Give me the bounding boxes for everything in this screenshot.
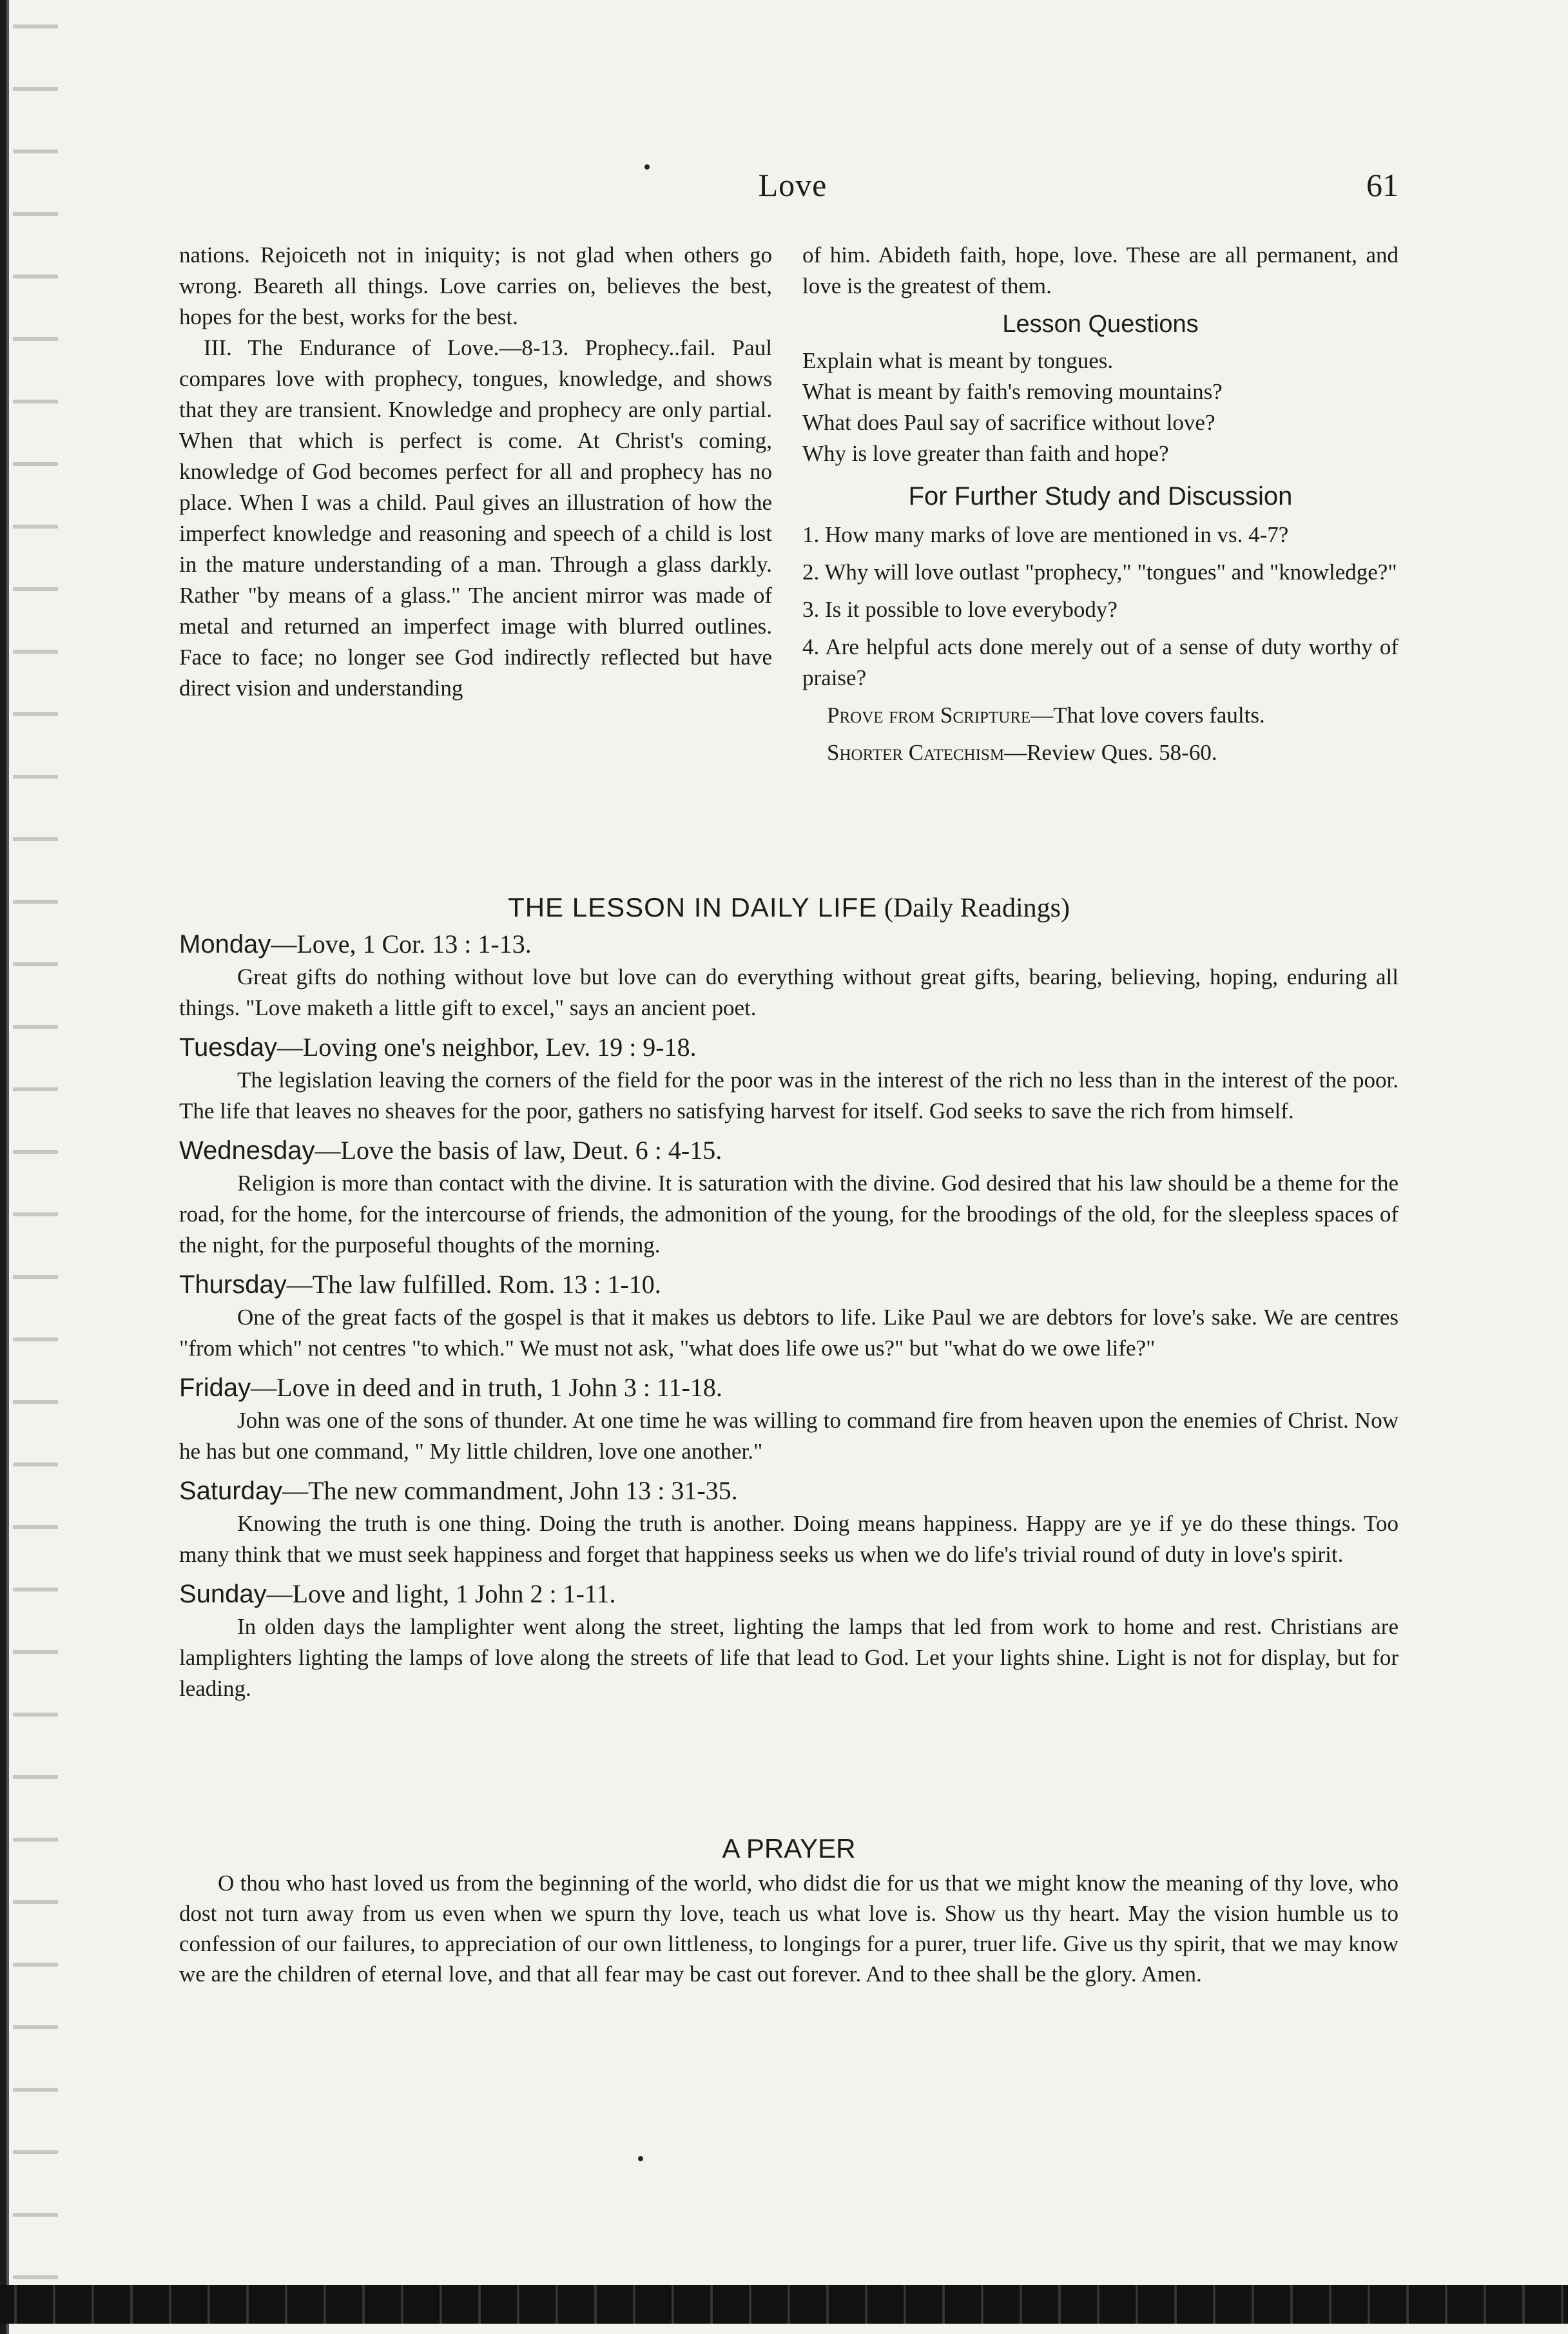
entry-heading [179, 1370, 1399, 1405]
further-item: 3. Is it possible to love everybody? [802, 597, 1118, 622]
catechism-label: Shorter Catechism [827, 740, 1005, 765]
daily-entry-sunday [179, 1577, 1399, 1704]
further-item: 2. Why will love outlast "prophecy," "tongues" and "knowledge?" [802, 559, 1397, 585]
reading-ref: —Love the basis of law, Deut. 6 : 4-15. [315, 1136, 722, 1165]
lesson-question: Why is love greater than faith and hope? [802, 441, 1169, 466]
entry-text: Religion is more than contact with the divine. It is saturation with the divine. God desired that his law should be a theme for the road, for the home, for the intercourse of friends, the admonition of the young, for the broodings of the old, for the sleepless spaces of the night, for the purposeful thoughts of the morning. [179, 1171, 1399, 1258]
catechism-text: —Review Ques. 58-60. [1004, 740, 1217, 765]
day-name: Thursday [179, 1270, 287, 1299]
entry-text: John was one of the sons of thunder. At one time he was willing to command fire from heaven upon the enemies of Christ. Now he has but one command, " My little children, love one another." [179, 1408, 1399, 1464]
daily-life-heading [179, 890, 1399, 926]
entry-text: In olden days the lamplighter went along the street, lighting the lamps that led from work to home and rest. Christians are lamplighters lighting the lamps of love along the streets of life that lead to God. Let your lights shine. Light is not for display, but for leading. [179, 1614, 1399, 1701]
entry-heading [179, 1133, 1399, 1168]
shorter-catechism [802, 737, 1399, 768]
prayer-title: A PRAYER [722, 1833, 856, 1863]
page-number: 61 [1366, 167, 1399, 203]
running-head: Love [758, 167, 828, 203]
further-item: 1. How many marks of love are mentioned in vs. 4-7? [802, 522, 1289, 547]
lesson-questions-heading: Lesson Questions [1002, 311, 1199, 338]
day-name: Wednesday [179, 1136, 315, 1165]
daily-life-title: THE LESSON IN DAILY LIFE [508, 892, 878, 922]
right-column [802, 240, 1399, 768]
daily-entry-monday [179, 927, 1399, 1024]
day-name: Tuesday [179, 1033, 277, 1062]
reading-ref: —The law fulfilled. Rom. 13 : 1-10. [286, 1270, 661, 1299]
reading-ref: —Love, 1 Cor. 13 : 1-13. [271, 929, 532, 958]
daily-entry-thursday [179, 1267, 1399, 1364]
reading-ref: —Love in deed and in truth, 1 John 3 : 11-18. [251, 1373, 722, 1402]
prove-from-scripture [802, 700, 1399, 731]
scan-binding-edge [0, 0, 13, 2334]
left-column [179, 240, 772, 704]
entry-text: One of the great facts of the gospel is that it makes us debtors to life. Like Paul we are debtors for love's sake. We are centres "from which" not centres "to which." We must not ask, "what does life owe us?" but "what do we owe life?" [179, 1305, 1399, 1361]
reading-ref: —The new commandment, John 13 : 31-35. [282, 1476, 738, 1505]
prove-label: Prove from Scripture [827, 703, 1031, 728]
lesson-question: What does Paul say of sacrifice without love? [802, 410, 1215, 435]
lesson-question: Explain what is meant by tongues. [802, 348, 1114, 373]
scan-dust-speck [644, 164, 650, 170]
further-study-heading: For Further Study and Discussion [908, 482, 1293, 511]
prove-text: —That love covers faults. [1031, 703, 1265, 728]
entry-heading [179, 1577, 1399, 1611]
entry-text: Great gifts do nothing without love but love can do everything without great gifts, bearing, believing, hoping, enduring all things. "Love maketh a little gift to excel," says an ancient poet. [179, 964, 1399, 1020]
entry-heading [179, 1473, 1399, 1508]
day-name: Friday [179, 1374, 251, 1402]
left-para-1: nations. Rejoiceth not in iniquity; is not glad when others go wrong. Beareth all things. Love carries on, believes the best, hopes for the best, works for the best. [179, 242, 772, 329]
daily-entry-tuesday [179, 1030, 1399, 1127]
day-name: Sunday [179, 1580, 267, 1608]
reading-ref: —Love and light, 1 John 2 : 1-11. [266, 1579, 616, 1608]
day-name: Saturday [179, 1477, 283, 1505]
daily-readings [179, 927, 1399, 1711]
entry-heading [179, 1267, 1399, 1302]
entry-heading [179, 1030, 1399, 1065]
entry-text: The legislation leaving the corners of the field for the poor was in the interest of the rich no less than in the interest of the poor. The life that leaves no sheaves for the poor, gathers no satisfying harvest for itself. God seeks to save the rich from himself. [179, 1067, 1399, 1123]
right-continuation: of him. Abideth faith, hope, love. These are all permanent, and love is the greatest of them. [802, 242, 1399, 298]
scan-bottom-edge [0, 2285, 1568, 2324]
scan-edge-speckle [13, 0, 58, 2334]
reading-ref: —Loving one's neighbor, Lev. 19 : 9-18. [276, 1033, 697, 1062]
day-name: Monday [179, 930, 271, 958]
daily-entry-wednesday [179, 1133, 1399, 1261]
daily-life-subtitle: (Daily Readings) [884, 893, 1070, 923]
daily-entry-friday [179, 1370, 1399, 1467]
further-item: 4. Are helpful acts done merely out of a sense of duty worthy of praise? [802, 634, 1399, 690]
entry-heading [179, 927, 1399, 962]
entry-text: Knowing the truth is one thing. Doing the truth is another. Doing means happiness. Happy are ye if ye do these things. Too many think that we must seek happiness and forget that happiness seeks us when we do life's trivial round of duty in love's spirit. [179, 1511, 1399, 1567]
daily-entry-saturday [179, 1473, 1399, 1570]
prayer-text: O thou who hast loved us from the beginning of the world, who didst die for us that we might know the meaning of thy love, who dost not turn away from us even when we spurn thy love, teach us what love is. Show us thy heart. May the vision humble us to confession of our failures, to appreciation of our own littleness, to longings for a purer, truer life. Give us thy spirit, that we may know we are the children of eternal love, and that all fear may be cast out forever. And to thee shall be the glory. Amen. [179, 1871, 1399, 1987]
left-para-2: III. The Endurance of Love.—8-13. Prophecy..fail. Paul compares love with prophecy, tongues, knowledge, and shows that they are transient. Knowledge and prophecy are only partial. When that which is perfect is come. At Christ's coming, knowledge of God becomes perfect for all and prophecy has no place. When I was a child. Paul gives an illustration of how the imperfect knowledge and reasoning and speech of a child is lost in the mature understanding of a man. Through a glass darkly. Rather "by means of a glass." The ancient mirror was made of metal and returned an imperfect image with blurred outlines. Face to face; no longer see God indirectly reflected but have direct vision and understanding [179, 335, 772, 701]
scan-dust-speck [638, 2156, 643, 2161]
lesson-question: What is meant by faith's removing mountains? [802, 379, 1223, 404]
